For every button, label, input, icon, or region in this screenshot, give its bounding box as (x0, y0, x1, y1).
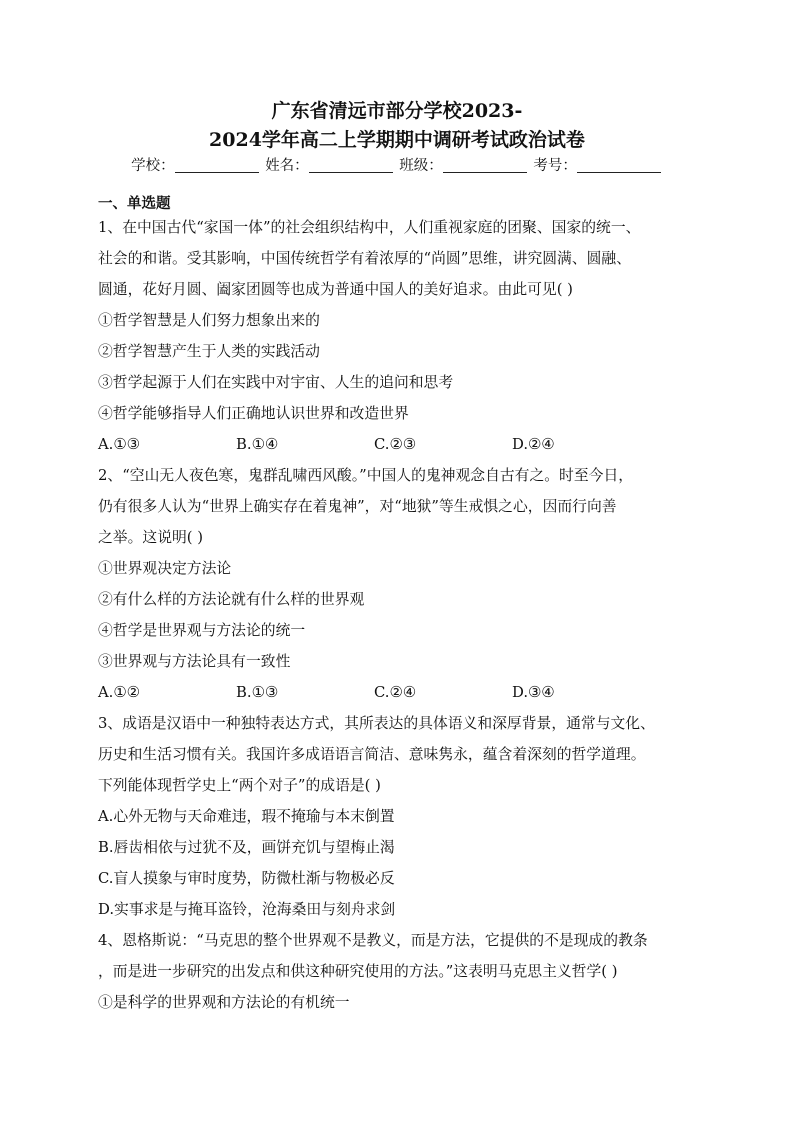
exam-number-blank[interactable] (577, 158, 661, 173)
option-a[interactable]: A.①② (98, 684, 140, 701)
school-label: 学校： (131, 158, 175, 174)
option-c[interactable]: C.②④ (374, 684, 417, 701)
statement: ①世界观决定方法论 (98, 560, 232, 577)
option-c[interactable]: C.盲人摸象与审时度势，防微杜渐与物极必反 (98, 870, 395, 887)
question-stem-line: 下列能体现哲学史上“两个对子”的成语是( ) (98, 777, 381, 794)
question-stem-line: 历史和生活习惯有关。我国许多成语语言简洁、意味隽永，蕴含着深刻的哲学道理。 (98, 746, 646, 763)
question-2 (98, 460, 698, 708)
statement: ④哲学是世界观与方法论的统一 (98, 622, 306, 639)
question-stem-line: 4、恩格斯说：“马克思的整个世界观不是教义，而是方法，它提供的不是现成的教条 (98, 932, 648, 949)
exam-title-line1: 广东省清远市部分学校2023- (271, 100, 523, 122)
class-label: 班级： (399, 158, 443, 174)
question-stem-line: 社会的和谐。受其影响，中国传统哲学有着浓厚的“尚圆”思维，讲究圆满、圆融、 (98, 250, 632, 267)
option-b[interactable]: B.①③ (236, 684, 279, 701)
option-d[interactable]: D.②④ (512, 436, 555, 453)
statement: ②哲学智慧产生于人类的实践活动 (98, 343, 320, 360)
question-stem-line: 圆通，花好月圆、阖家团圆等也成为普通中国人的美好追求。由此可见( ) (98, 281, 573, 298)
option-b[interactable]: B.①④ (236, 436, 279, 453)
name-label: 姓名： (265, 158, 309, 174)
statement: ④哲学能够指导人们正确地认识世界和改造世界 (98, 405, 409, 422)
statement: ①哲学智慧是人们努力想象出来的 (98, 312, 320, 329)
option-b[interactable]: B.唇齿相依与过犹不及，画饼充饥与望梅止渴 (98, 839, 395, 856)
answer-options (98, 677, 698, 708)
option-c[interactable]: C.②③ (374, 436, 417, 453)
statement: ③哲学起源于人们在实践中对宇宙、人生的追问和思考 (98, 374, 454, 391)
statement: ②有什么样的方法论就有什么样的世界观 (98, 591, 365, 608)
question-list (98, 212, 698, 1018)
statement: ③世界观与方法论具有一致性 (98, 653, 291, 670)
question-stem-line: 1、在中国古代“家国一体”的社会组织结构中，人们重视家庭的团聚、国家的统一、 (98, 219, 641, 236)
question-stem-line: 2、“空山无人夜色寒，鬼群乱啸西风酸。”中国人的鬼神观念自古有之。时至今日， (98, 467, 634, 484)
class-blank[interactable] (443, 158, 527, 173)
question-stem-line: 3、成语是汉语中一种独特表达方式，其所表达的具体语义和深厚背景，通常与文化、 (98, 715, 655, 732)
exam-number-label: 考号： (533, 158, 577, 174)
question-stem-line: ，而是进一步研究的出发点和供这种研究使用的方法。”这表明马克思主义哲学( ) (98, 963, 618, 980)
section-title: 一、单选题 (98, 195, 171, 212)
exam-title-line2: 2024学年高二上学期期中调研考试政治试卷 (209, 129, 585, 151)
option-a[interactable]: A.心外无物与天命难违，瑕不掩瑜与本末倒置 (98, 808, 395, 825)
question-3 (98, 708, 698, 925)
name-blank[interactable] (309, 158, 393, 173)
option-a[interactable]: A.①③ (98, 436, 140, 453)
student-info-row (0, 154, 794, 175)
option-d[interactable]: D.实事求是与掩耳盗铃，沧海桑田与刻舟求剑 (98, 901, 396, 918)
question-stem-line: 之举。这说明( ) (98, 529, 204, 546)
question-4 (98, 925, 698, 1018)
option-d[interactable]: D.③④ (512, 684, 555, 701)
question-stem-line: 仍有很多人认为“世界上确实存在着鬼神”，对“地狱”等生戒惧之心，因而行向善 (98, 498, 617, 515)
question-1 (98, 212, 698, 460)
school-blank[interactable] (175, 158, 259, 173)
statement: ①是科学的世界观和方法论的有机统一 (98, 994, 350, 1011)
answer-options (98, 429, 698, 460)
